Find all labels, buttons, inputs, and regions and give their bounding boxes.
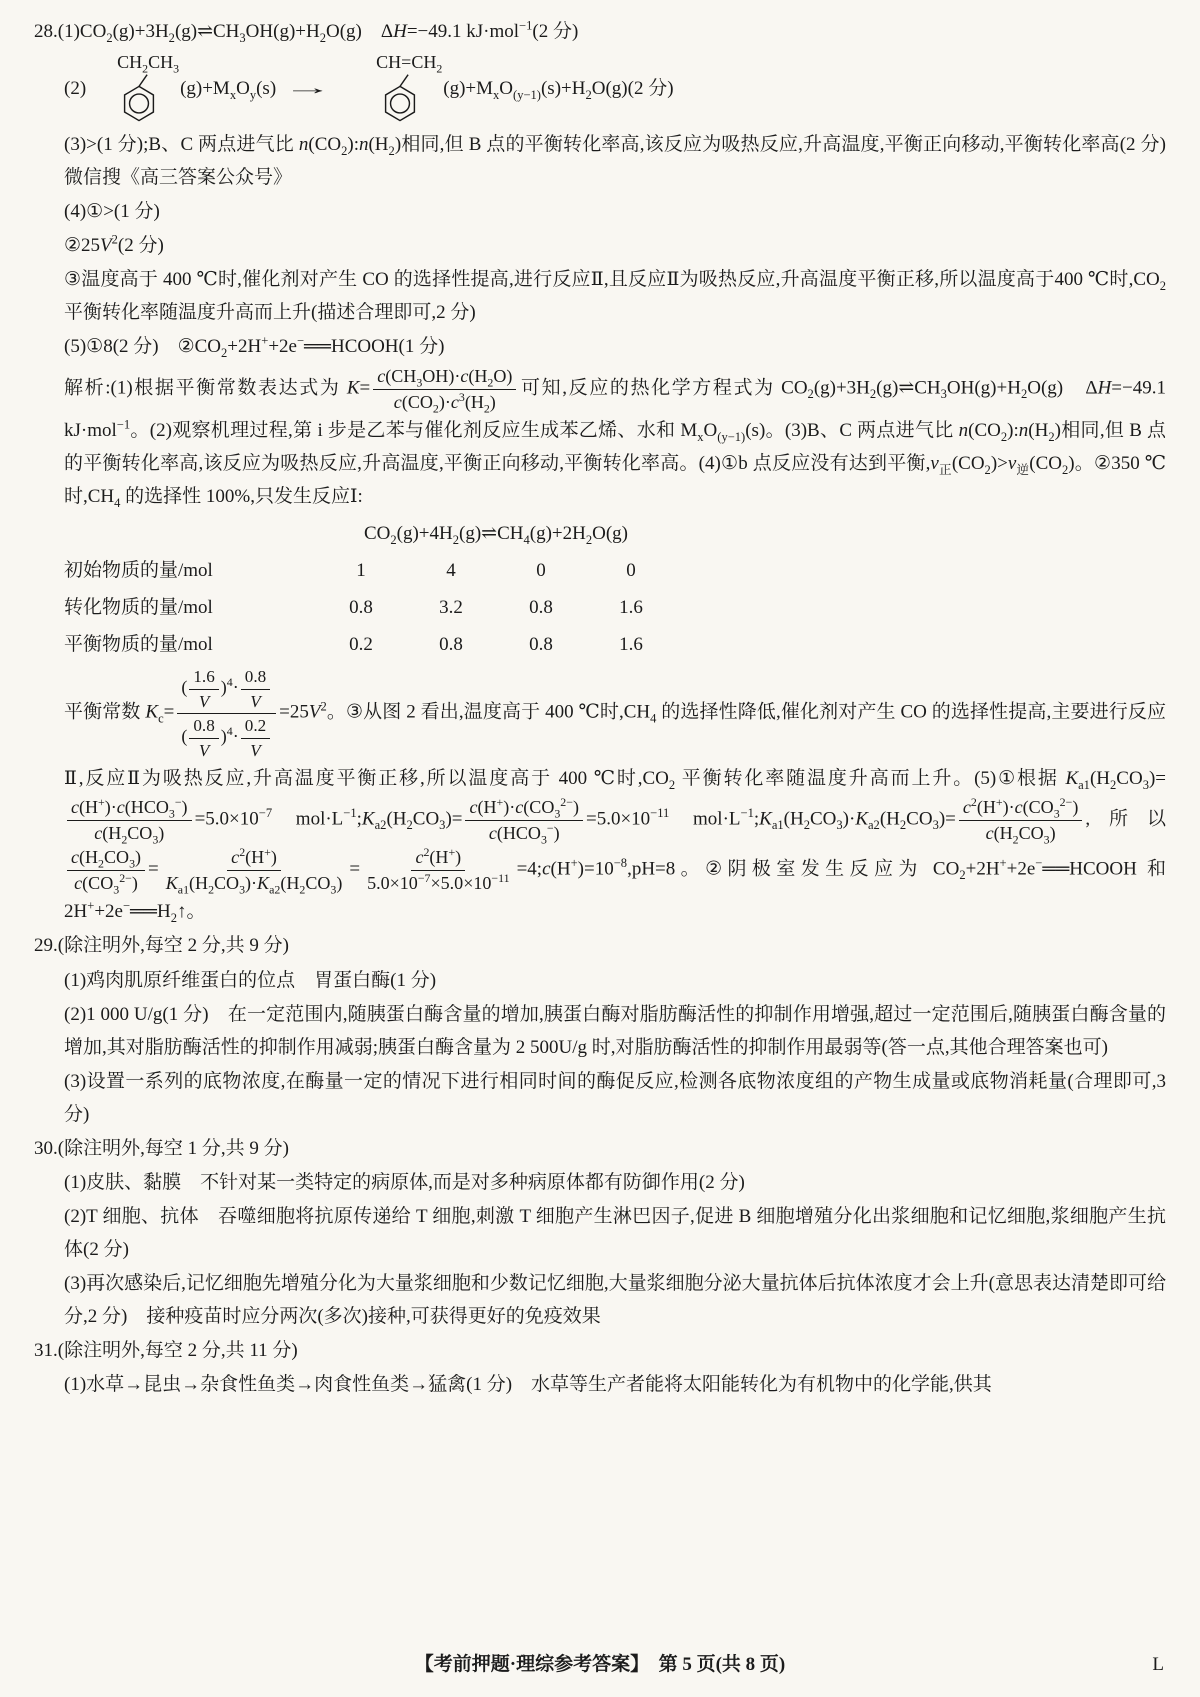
fraction: $\frac{c(H^+)\cdot c(HCO_3^-)}{c(H_2CO_3)}$ [67,796,192,844]
fraction: $\frac{0.8}{V}$ [241,666,270,712]
row-label: 初始物质的量/mol [64,560,213,582]
answer-28-q1: $28.(1)CO_2(g)+3H_2(g)\rightleftharpoons CH_3OH(g)+H_2O(g)$ ΔH=−49.1 kJ·mol$^{-1}$(2 分) [34,18,579,45]
equation-suffix: $(g)+M_xO_{(y-1)}(s)+H_2O(g)(2$ 分) [443,78,674,103]
row-value: 1 [356,560,366,582]
fraction: $\frac{0.8}{V}$ [189,715,218,761]
fraction: $\frac{c^2(H^+)\cdot c(CO_3^{2-})}{c(H_2CO_3)}$ [959,796,1082,844]
answer-28-q2 [64,52,1166,126]
row-value: 0.8 [439,634,463,656]
row-value: 0.2 [349,634,373,656]
row-value: 0.8 [529,634,553,656]
answer-30-q2: (2)T 细胞、抗体 吞噬细胞将抗原传递给 T 细胞,刺激 T 细胞产生淋巴因子,促进 B 细胞增殖分化出浆细胞和记忆细胞,浆细胞产生抗体(2 分) [64,1205,1166,1260]
answer-30-q3: (3)再次感染后,记忆细胞先增殖分化为大量浆细胞和少数记忆细胞,大量浆细胞分泌大量抗体后抗体浓度才会上升(意思表达清楚即可给分,2 分) 接种疫苗时应分两次(多次)接种,可获得更好的免疫效果 [64,1272,1166,1327]
fraction: $\frac{1.6}{V}$ [189,666,218,712]
answer-28-q4-1: (4)①>(1 分) [64,200,160,222]
answer-28-analysis-1: 解析:(1)根据平衡常数表达式为 K= $\frac{c(CH_3OH)\cdot c(H_2O)}{c(CO_2)\cdot c^3(H_2)}$ 可知,反应的热化学方程式为 $CO_2(g)+3H_2(g)\rightleftharpoons CH_3OH(g)+H_2O(g)$ ΔH=−49.1 kJ·mol$^{-1}$。(2)观察机理过程,第 i 步是乙苯与催化剂反应生成苯乙烯、水和 $M_xO_{(y-1)}(s)$。(3)B、C 两点进气比 $n(CO_2):n(H_2)$相同,但 B 点的平衡转化率高,该反应为吸热反应,升高温度,平衡正向移动,平衡转化率高。(4)①b 点反应没有达到平衡$,v_正(CO_2)>v_逆(CO_2)$。②350 ℃时$,CH_4$ 的选择性 100%,只发生反应Ⅰ: [64,366,1166,511]
answer-29-head: 29.(除注明外,每空 2 分,共 9 分) [34,935,289,957]
answer-29-q3: (3)设置一系列的底物浓度,在酶量一定的情况下进行相同时间的酶促反应,检测各底物浓度组的产物生成量或底物消耗量(合理即可,3 分) [64,1070,1166,1125]
equation-prefix: (2) [64,78,87,100]
answer-30-q1: (1)皮肤、黏膜 不针对某一类特定的病原体,而是对多种病原体都有防御作用(2 分) [64,1171,745,1193]
fraction: $\frac{c(CH_3OH)\cdot c(H_2O)}{c(CO_2)\cdot c^3(H_2)}$ [373,365,516,413]
row-value: 3.2 [439,597,463,619]
fraction: $\frac{c^2(H^+)}{5.0\times 10^{-7}\times 5.0\times 10^{-11}}$ [367,845,510,893]
fraction: $\frac{c(H^+)\cdot c(CO_3^{2-})}{c(HCO_3^-)}$ [465,796,583,844]
answer-28-q3: (3)>(1 分);B、C 两点进气比 $n(CO_2):n(H_2)$相同,但 B 点的平衡转化率高,该反应为吸热反应,升高温度,平衡正向移动,平衡转化率高(2 分) 微信搜《高三答案公众号》 [64,133,1166,188]
equation-middle: $(g)+M_xO_y(s)$ [180,78,277,103]
benzene-ring-icon [380,72,420,126]
row-label: 平衡物质的量/mol [64,634,213,656]
table-equation: $CO_2(g)+4H_2(g)\rightleftharpoons CH_4(g)+2H_2O(g)$ [363,523,628,548]
answer-28-q5: (5)①8(2 分) $②CO_2+2H^++2e^-══HCOOH(1$ 分) [64,333,445,360]
substituent-label: $CH_2CH_3$ [117,52,180,76]
row-value: 1.6 [619,597,643,619]
row-value: 0.8 [529,597,553,619]
styrene-structure [367,52,443,126]
answer-28-q4-2: $②25V^2(2$ 分) [64,232,164,256]
answer-29-q2: (2)1 000 U/g(1 分) 在一定范围内,随胰蛋白酶含量的增加,胰蛋白酶对脂肪酶活性的抑制作用增强,超过一定范围后,随胰蛋白酶含量的增加,其对脂肪酶活性的抑制作用减弱;胰蛋白酶含量为 2 500U/g 时,对脂肪酶活性的抑制作用最弱等(答一点,其他合理答案也可) [64,1003,1166,1058]
footer-mark: L [1152,1653,1164,1675]
benzene-ring-icon [119,72,159,126]
answer-28-analysis-2: 平衡常数 $K_c=$ ( $\frac{1.6}{V}$ )$^4$· $\frac{0.8}{V}$ ( $\frac{0.8}{V}$ )$^4$· $\frac{0.2}{V}$ $=25V^2$。③从图 2 看出,温度高于 400 ℃时$,CH_4$ 的选择性降低,催化剂对产生 CO 的选择性提高,主要进行反应Ⅱ,反应Ⅱ为吸热反应,升高温度平衡正移,所以温度高于 400 ℃时$,CO_2$ 平衡转化率随温度升高而上升。(5)①根据 $K_{a1}(H_2CO_3)=$ $\frac{c(H^+)\cdot c(HCO_3^-)}{c(H_2CO_3)}$ $=5.0\times 10^{-7}$ $mol\cdot L^{-1};K_{a2}(H_2CO_3)=$ $\frac{c(H^+)\cdot c(CO_3^{2-})}{c(HCO_3^-)}$ $=5.0\times 10^{-11}$ $mol\cdot L^{-1};K_{a1}(H_2CO_3)\cdot K_{a2}(H_2CO_3)=$ $\frac{c^2(H^+)\cdot c(CO_3^{2-})}{c(H_2CO_3)}$ ,所以 $\frac{c(H_2CO_3)}{c(CO_3^{2-})}$ = $\frac{c^2(H^+)}{K_{a1}(H_2CO_3)\cdot K_{a2}(H_2CO_3)}$ = $\frac{c^2(H^+)}{5.0\times 10^{-7}\times 5.0\times 10^{-11}}$ $=4;c(H^+)=10^{-8},pH=8$。②阴极室发生反应为 $CO_2+2H^++2e^-══HCOOH$ 和 $2H^++2e^-══H_2↑$。 [64,667,1166,926]
mol-table [64,515,676,663]
answer-28-q4-3: ③温度高于 400 ℃时,催化剂对产生 CO 的选择性提高,进行反应Ⅱ,且反应Ⅱ为吸热反应,升高温度平衡正移,所以温度高于400 ℃时$,CO_2$ 平衡转化率随温度升高而上升(描述合理即可,2 分) [64,268,1166,323]
reaction-arrow-icon: → [282,78,333,100]
answer-29-q1: (1)鸡肉肌原纤维蛋白的位点 胃蛋白酶(1 分) [64,969,437,991]
table-spacer [64,515,316,552]
fraction: ( $\frac{1.6}{V}$ )$^4$· $\frac{0.8}{V}$ ( $\frac{0.8}{V}$ )$^4$· $\frac{0.2}{V}$ [177,666,276,761]
fraction: $\frac{c^2(H^+)}{K_{a1}(H_2CO_3)\cdot K_{a2}(H_2CO_3)}$ [165,845,343,897]
row-value: 0 [536,560,546,582]
answer-content [34,15,1166,1401]
answer-30-head: 30.(除注明外,每空 1 分,共 9 分) [34,1137,289,1159]
fraction: $\frac{0.2}{V}$ [241,715,270,761]
answer-31-q1: (1)水草→昆虫→杂食性鱼类→肉食性鱼类→猛禽(1 分) 水草等生产者能将太阳能转化为有机物中的化学能,供其 [64,1374,992,1396]
substituent-label: $CH=CH_2$ [376,52,443,76]
row-label: 转化物质的量/mol [64,597,213,619]
ethylbenzene-structure [108,52,180,126]
answer-31-head: 31.(除注明外,每空 2 分,共 11 分) [34,1340,298,1362]
row-value: 4 [446,560,456,582]
footer-title: 【考前押题·理综参考答案】 第 5 页(共 8 页) [414,1653,786,1675]
row-value: 1.6 [619,634,643,656]
page-footer [0,1648,1200,1681]
fraction: $\frac{c(H_2CO_3)}{c(CO_3^{2-})}$ [67,846,145,894]
row-value: 0.8 [349,597,373,619]
row-value: 0 [626,560,636,582]
